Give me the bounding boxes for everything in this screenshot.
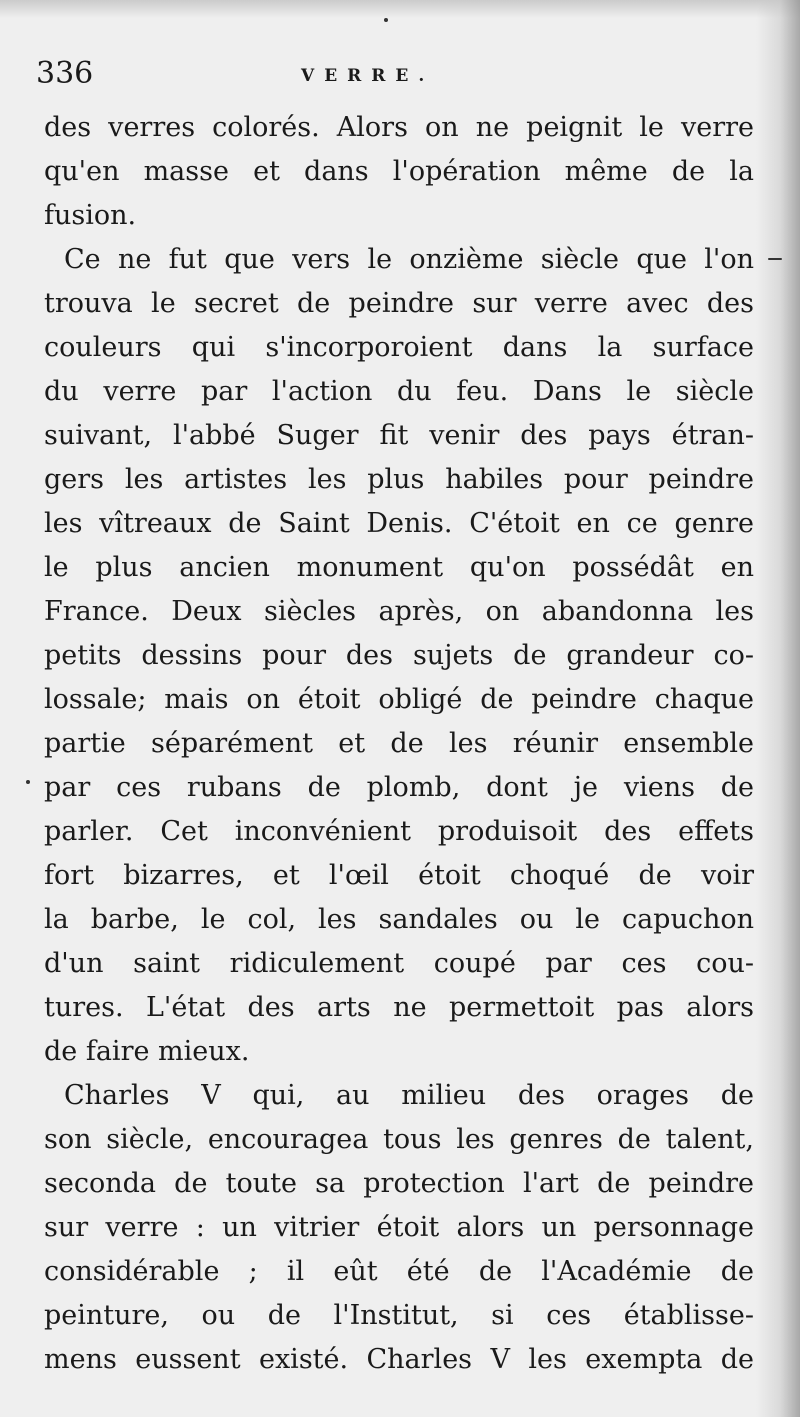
text-line: du verre par l'action du feu. Dans le siècle [44,376,754,407]
running-head: VERRE. [301,66,435,86]
ink-speck [384,18,388,22]
text-line: gers les artistes les plus habiles pour peindre [44,464,754,495]
text-line: suivant, l'abbé Suger fit venir des pays étran- [44,420,754,451]
text-line: couleurs qui s'incorporoient dans la surface [44,332,754,363]
text-line: peinture, ou de l'Institut, si ces établisse- [44,1300,754,1331]
text-line: sur verre : un vitrier étoit alors un personnage [44,1212,754,1243]
text-line: fusion. [44,200,137,231]
text-line: mens eussent existé. Charles V les exempta de [44,1344,754,1375]
text-line: parler. Cet inconvénient produisoit des effets [44,816,754,847]
text-line: de faire mieux. [44,1036,250,1067]
text-line: son siècle, encouragea tous les genres de talent, [44,1124,754,1155]
page-edge-shadow [756,0,800,1417]
text-line: trouva le secret de peindre sur verre avec des [44,288,754,319]
text-line: d'un saint ridiculement coupé par ces cou- [44,948,754,979]
text-line: considérable ; il eût été de l'Académie de [44,1256,754,1287]
page-top-shadow [0,0,800,18]
text-line: Charles V qui, au milieu des orages de [64,1080,754,1111]
text-line: la barbe, le col, les sandales ou le capuchon [44,904,754,935]
text-line: par ces rubans de plomb, dont je viens de [44,772,754,803]
text-line: Ce ne fut que vers le onzième siècle que l'on [64,244,754,275]
text-line: le plus ancien monument qu'on possédât en [44,552,754,583]
text-line: lossale; mais on étoit obligé de peindre chaque [44,684,754,715]
page-number: 336 [36,56,94,91]
text-line: seconda de toute sa protection l'art de peindre [44,1168,754,1199]
text-line: partie séparément et de les réunir ensemble [44,728,754,759]
text-line: France. Deux siècles après, on abandonna les [44,596,754,627]
text-line: fort bizarres, et l'œil étoit choqué de voir [44,860,754,891]
text-line: des verres colorés. Alors on ne peignit le verre [44,112,754,143]
text-line: petits dessins pour des sujets de grandeur co- [44,640,754,671]
page-header [36,56,746,96]
ink-speck [26,780,30,784]
text-line: qu'en masse et dans l'opération même de la [44,156,754,187]
ink-speck [768,258,782,260]
text-line: les vîtreaux de Saint Denis. C'étoit en ce genre [44,508,754,539]
text-line: tures. L'état des arts ne permettoit pas alors [44,992,754,1023]
